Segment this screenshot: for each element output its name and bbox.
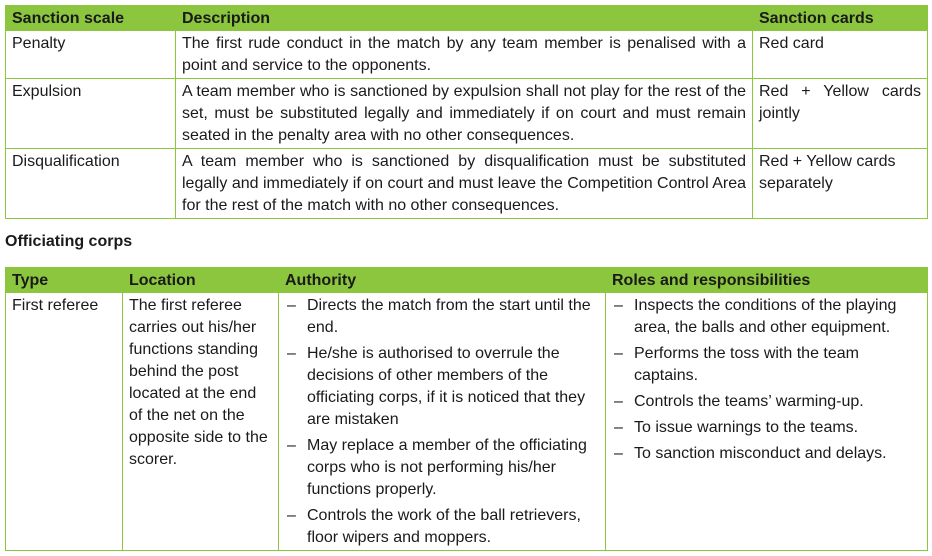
sanction-description-cell: A team member who is sanctioned by disqualification must be substituted legally and immediately if on court and must leave the Competition Control Area for the rest of the match with no other consequences. [176, 149, 753, 219]
sanction-row-penalty [6, 31, 928, 79]
authority-cell [279, 293, 606, 551]
authority-item: – May replace a member of the officiating corps who is not performing his/her functions properly. [285, 435, 599, 501]
header-authority: Authority [279, 268, 606, 293]
role-item: – Performs the toss with the team captains. [612, 343, 921, 387]
role-item: – To issue warnings to the teams. [612, 417, 921, 439]
sanction-cards-cell: Red + Yellow cards jointly [753, 79, 928, 149]
role-item: – Inspects the conditions of the playing area, the balls and other equipment. [612, 295, 921, 339]
sanction-row-disqualification [6, 149, 928, 219]
sanction-table [5, 5, 928, 219]
sanction-scale-cell: Expulsion [6, 79, 176, 149]
officiating-row-first-referee [6, 293, 928, 551]
authority-item: – Directs the match from the start until the end. [285, 295, 599, 339]
sanction-cards-cell: Red card [753, 31, 928, 79]
header-location: Location [123, 268, 279, 293]
header-description: Description [176, 6, 753, 31]
header-roles-responsibilities: Roles and responsibilities [606, 268, 928, 293]
authority-list [285, 295, 599, 549]
sanction-description-cell: A team member who is sanctioned by expulsion shall not play for the rest of the set, must be substituted legally and immediately if on court and must remain seated in the penalty area with no other consequences. [176, 79, 753, 149]
type-cell: First referee [6, 293, 123, 551]
sanction-row-expulsion [6, 79, 928, 149]
officiating-corps-heading: Officiating corps [5, 233, 133, 250]
authority-item: – Controls the work of the ball retrievers, floor wipers and moppers. [285, 505, 599, 549]
header-sanction-scale: Sanction scale [6, 6, 176, 31]
roles-cell [606, 293, 928, 551]
sanction-scale-cell: Disqualification [6, 149, 176, 219]
authority-item: – He/she is authorised to overrule the decisions of other members of the officiating corps, if it is noticed that they are mistaken [285, 343, 599, 431]
sanction-description-cell: The first rude conduct in the match by any team member is penalised with a point and service to the opponents. [176, 31, 753, 79]
role-item: – Controls the teams’ warming-up. [612, 391, 921, 413]
sanction-header-row [6, 6, 928, 31]
roles-list [612, 295, 921, 465]
officiating-table [5, 267, 928, 551]
sanction-cards-cell: Red + Yellow cards separately [753, 149, 928, 219]
sanction-scale-cell: Penalty [6, 31, 176, 79]
officiating-header-row [6, 268, 928, 293]
role-item: – To sanction misconduct and delays. [612, 443, 921, 465]
location-cell: The first referee carries out his/her functions standing behind the post located at the end of the net on the opposite side to the scorer. [123, 293, 279, 551]
header-type: Type [6, 268, 123, 293]
header-sanction-cards: Sanction cards [753, 6, 928, 31]
